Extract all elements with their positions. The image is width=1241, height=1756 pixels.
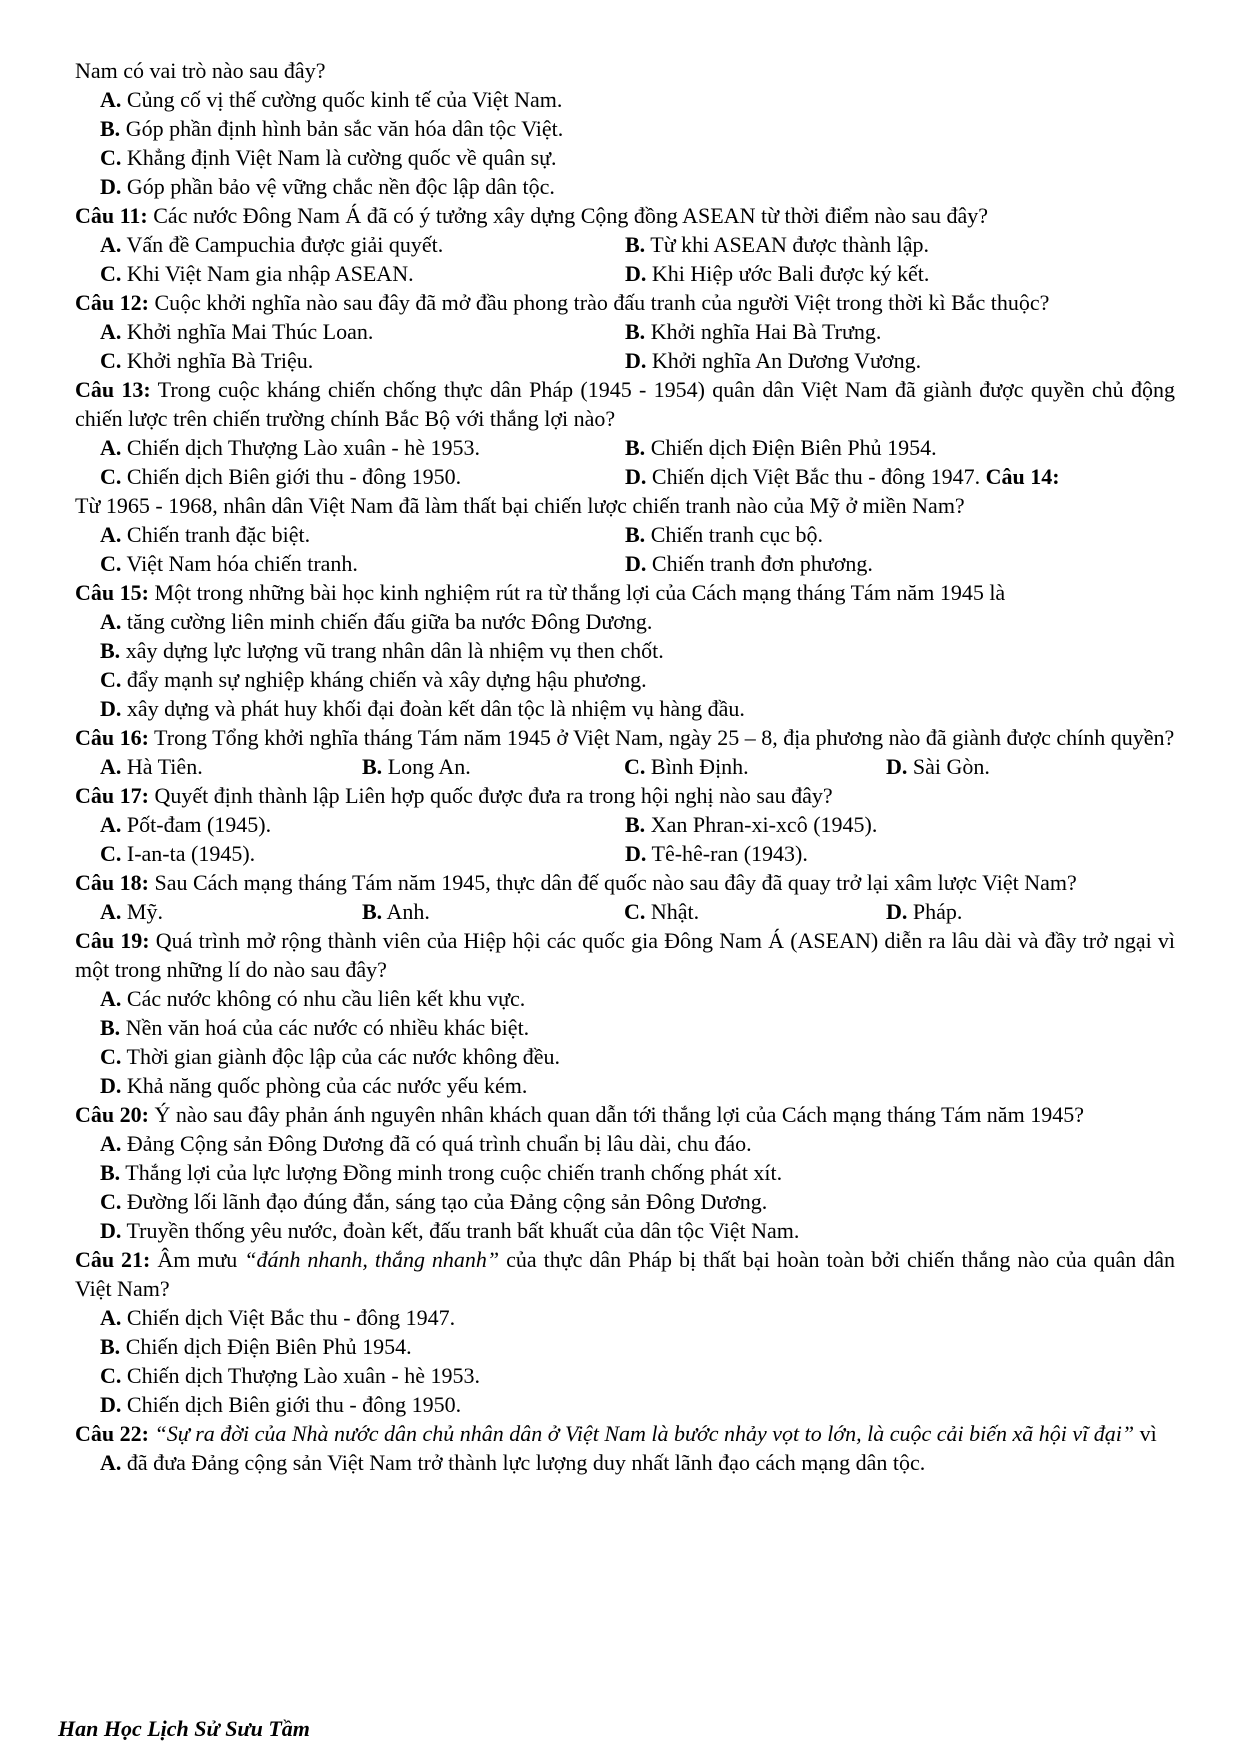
q22-option-a: A. đã đưa Đảng cộng sản Việt Nam trở thành lực lượng duy nhất lãnh đạo cách mạng dân tộc. bbox=[100, 1450, 926, 1475]
question-22: Câu 22: “Sự ra đời của Nhà nước dân chủ nhân dân ở Việt Nam là bước nhảy vọt to lớn, là cuộc cải biến xã hội vĩ đại” vì bbox=[75, 1421, 1157, 1446]
q20-option-d: D. Truyền thống yêu nước, đoàn kết, đấu tranh bất khuất của dân tộc Việt Nam. bbox=[100, 1218, 800, 1243]
q15-option-c: C. đẩy mạnh sự nghiệp kháng chiến và xây dựng hậu phương. bbox=[100, 667, 647, 692]
q13-option-d: D. Chiến dịch Việt Bắc thu - đông 1947. Câu 14: bbox=[625, 464, 1060, 489]
question-14: Từ 1965 - 1968, nhân dân Việt Nam đã làm thất bại chiến lược chiến tranh nào của Mỹ ở miền Nam? bbox=[75, 493, 965, 518]
q15-option-a: A. tăng cường liên minh chiến đấu giữa ba nước Đông Dương. bbox=[100, 609, 653, 634]
q20-option-a: A. Đảng Cộng sản Đông Dương đã có quá trình chuẩn bị lâu dài, chu đáo. bbox=[100, 1131, 752, 1156]
q10-option-c: C. Khẳng định Việt Nam là cường quốc về quân sự. bbox=[100, 145, 557, 170]
q17-option-d: D. Tê-hê-ran (1943). bbox=[625, 841, 808, 866]
exam-page bbox=[75, 56, 1175, 1477]
q15-option-b: B. xây dựng lực lượng vũ trang nhân dân là nhiệm vụ then chốt. bbox=[100, 638, 664, 663]
q14-option-b: B. Chiến tranh cục bộ. bbox=[625, 522, 823, 547]
q15-option-d: D. xây dựng và phát huy khối đại đoàn kết dân tộc là nhiệm vụ hàng đầu. bbox=[100, 696, 745, 721]
question-11: Câu 11: Các nước Đông Nam Á đã có ý tưởng xây dựng Cộng đồng ASEAN từ thời điểm nào sau đây? bbox=[75, 203, 989, 228]
q21-option-b: B. Chiến dịch Điện Biên Phủ 1954. bbox=[100, 1334, 412, 1359]
q10-option-d: D. Góp phần bảo vệ vững chắc nền độc lập dân tộc. bbox=[100, 174, 555, 199]
q19-option-d: D. Khả năng quốc phòng của các nước yếu kém. bbox=[100, 1073, 528, 1098]
q13-options-row-2 bbox=[75, 462, 1175, 491]
q21-option-c: C. Chiến dịch Thượng Lào xuân - hè 1953. bbox=[100, 1363, 480, 1388]
q18-option-c: C. Nhật. bbox=[624, 899, 700, 924]
question-18: Câu 18: Sau Cách mạng tháng Tám năm 1945, thực dân đế quốc nào sau đây đã quay trở lại xâm lược Việt Nam? bbox=[75, 870, 1077, 895]
q14-options-row-2 bbox=[75, 549, 1175, 578]
q17-options-row-1 bbox=[75, 810, 1175, 839]
q11-option-d: D. Khi Hiệp ước Bali được ký kết. bbox=[625, 261, 930, 286]
q21-option-a: A. Chiến dịch Việt Bắc thu - đông 1947. bbox=[100, 1305, 456, 1330]
q13-option-a: A. Chiến dịch Thượng Lào xuân - hè 1953. bbox=[100, 435, 480, 460]
q18-options bbox=[75, 897, 1175, 926]
q13-options-row-1 bbox=[75, 433, 1175, 462]
q11-option-c: C. Khi Việt Nam gia nhập ASEAN. bbox=[100, 261, 414, 286]
q14-option-a: A. Chiến tranh đặc biệt. bbox=[100, 522, 311, 547]
q13-option-c: C. Chiến dịch Biên giới thu - đông 1950. bbox=[100, 464, 462, 489]
question-14-label: Câu 14: bbox=[985, 464, 1060, 489]
question-16: Câu 16: Trong Tổng khởi nghĩa tháng Tám năm 1945 ở Việt Nam, ngày 25 – 8, địa phương nào đã giành được chính quyền? bbox=[75, 725, 1175, 750]
q11-options-row-2 bbox=[75, 259, 1175, 288]
q16-option-c: C. Bình Định. bbox=[624, 754, 749, 779]
q16-option-a: A. Hà Tiên. bbox=[100, 754, 203, 779]
q16-options bbox=[75, 752, 1175, 781]
q18-option-a: A. Mỹ. bbox=[100, 899, 163, 924]
q12-option-a: A. Khởi nghĩa Mai Thúc Loan. bbox=[100, 319, 374, 344]
question-10-tail: Nam có vai trò nào sau đây? bbox=[75, 58, 326, 83]
question-19: Câu 19: Quá trình mở rộng thành viên của Hiệp hội các quốc gia Đông Nam Á (ASEAN) diễn ra lâu dài và đầy trở ngại vì một trong những lí do nào sau đây? bbox=[75, 928, 1175, 982]
question-13: Câu 13: Trong cuộc kháng chiến chống thực dân Pháp (1945 - 1954) quân dân Việt Nam đã giành được quyền chủ động chiến lược trên chiến trường chính Bắc Bộ với thắng lợi nào? bbox=[75, 377, 1175, 431]
q12-option-c: C. Khởi nghĩa Bà Triệu. bbox=[100, 348, 314, 373]
q12-option-d: D. Khởi nghĩa An Dương Vương. bbox=[625, 348, 922, 373]
q18-option-b: B. Anh. bbox=[362, 899, 430, 924]
q11-option-a: A. Vấn đề Campuchia được giải quyết. bbox=[100, 232, 444, 257]
q14-option-c: C. Việt Nam hóa chiến tranh. bbox=[100, 551, 358, 576]
q11-options-row-1 bbox=[75, 230, 1175, 259]
q17-option-c: C. I-an-ta (1945). bbox=[100, 841, 256, 866]
q12-options-row-2 bbox=[75, 346, 1175, 375]
question-21: Câu 21: Âm mưu “đánh nhanh, thắng nhanh” của thực dân Pháp bị thất bại hoàn toàn bởi chiến thắng nào của quân dân Việt Nam? bbox=[75, 1247, 1175, 1301]
q10-option-a: A. Củng cố vị thế cường quốc kinh tế của Việt Nam. bbox=[100, 87, 563, 112]
question-15: Câu 15: Một trong những bài học kinh nghiệm rút ra từ thắng lợi của Cách mạng tháng Tám năm 1945 là bbox=[75, 580, 1006, 605]
q10-option-b: B. Góp phần định hình bản sắc văn hóa dân tộc Việt. bbox=[100, 116, 564, 141]
q17-options-row-2 bbox=[75, 839, 1175, 868]
q20-option-b: B. Thắng lợi của lực lượng Đồng minh trong cuộc chiến tranh chống phát xít. bbox=[100, 1160, 783, 1185]
q16-option-d: D. Sài Gòn. bbox=[886, 754, 990, 779]
q13-option-b: B. Chiến dịch Điện Biên Phủ 1954. bbox=[625, 435, 937, 460]
q17-option-b: B. Xan Phran-xi-xcô (1945). bbox=[625, 812, 878, 837]
page-footer: Han Học Lịch Sử Sưu Tầm bbox=[58, 1716, 310, 1741]
q19-option-c: C. Thời gian giành độc lập của các nước không đều. bbox=[100, 1044, 560, 1069]
q18-option-d: D. Pháp. bbox=[886, 899, 963, 924]
question-12: Câu 12: Cuộc khởi nghĩa nào sau đây đã mở đầu phong trào đấu tranh của người Việt trong thời kì Bắc thuộc? bbox=[75, 290, 1050, 315]
q19-option-a: A. Các nước không có nhu cầu liên kết khu vực. bbox=[100, 986, 526, 1011]
question-17: Câu 17: Quyết định thành lập Liên hợp quốc được đưa ra trong hội nghị nào sau đây? bbox=[75, 783, 833, 808]
q12-option-b: B. Khởi nghĩa Hai Bà Trưng. bbox=[625, 319, 882, 344]
q14-options-row-1 bbox=[75, 520, 1175, 549]
q12-options-row-1 bbox=[75, 317, 1175, 346]
question-20: Câu 20: Ý nào sau đây phản ánh nguyên nhân khách quan dẫn tới thắng lợi của Cách mạng tháng Tám năm 1945? bbox=[75, 1102, 1084, 1127]
q19-option-b: B. Nền văn hoá của các nước có nhiều khác biệt. bbox=[100, 1015, 530, 1040]
q21-option-d: D. Chiến dịch Biên giới thu - đông 1950. bbox=[100, 1392, 462, 1417]
q17-option-a: A. Pốt-đam (1945). bbox=[100, 812, 272, 837]
q11-option-b: B. Từ khi ASEAN được thành lập. bbox=[625, 232, 929, 257]
q16-option-b: B. Long An. bbox=[362, 754, 471, 779]
q20-option-c: C. Đường lối lãnh đạo đúng đắn, sáng tạo của Đảng cộng sản Đông Dương. bbox=[100, 1189, 768, 1214]
q14-option-d: D. Chiến tranh đơn phương. bbox=[625, 551, 873, 576]
